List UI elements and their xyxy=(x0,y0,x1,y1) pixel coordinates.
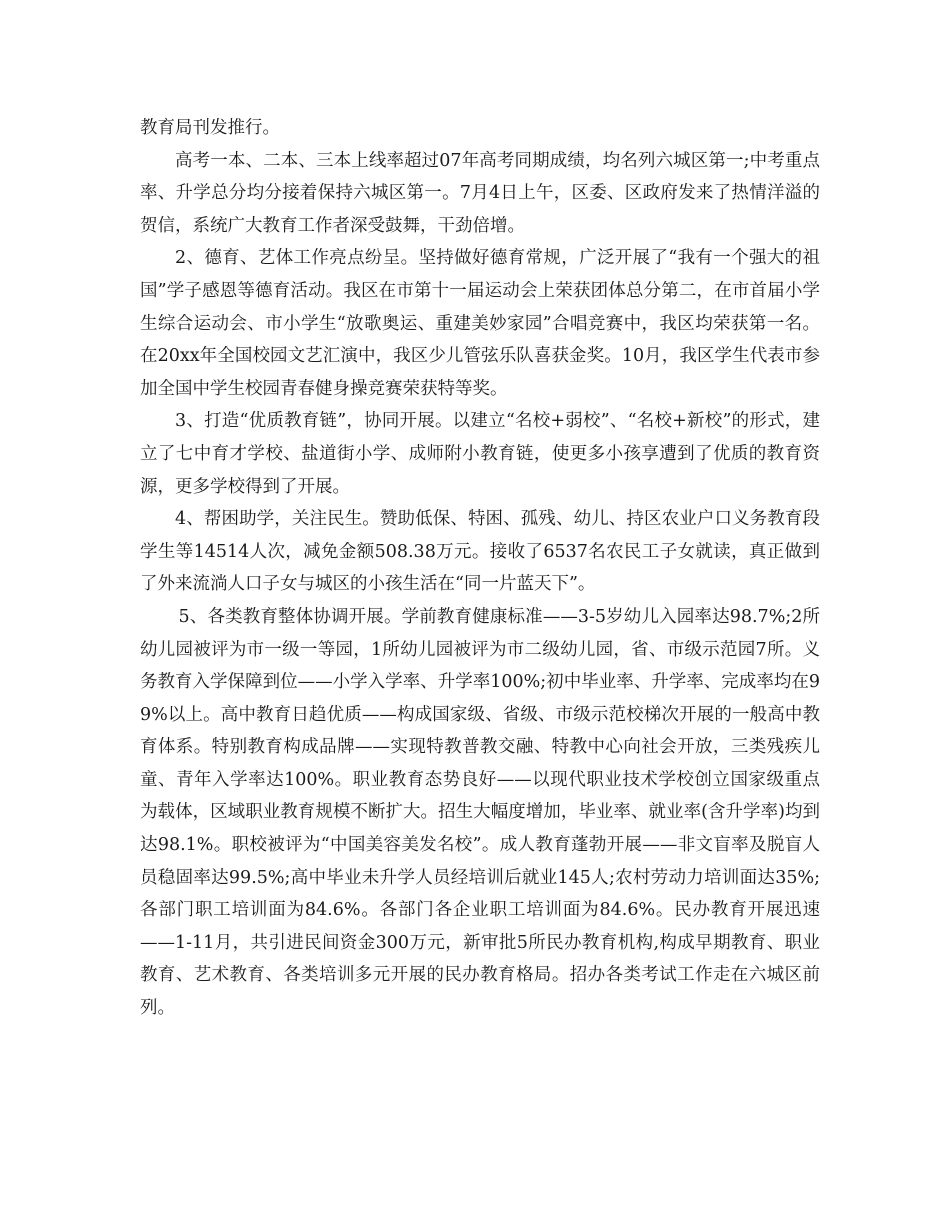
paragraph-continuation: 教育局刊发推行。 xyxy=(140,118,280,138)
paragraph-quality-chain: 3、打造“优质教育链”，协同开展。以建立“名校+弱校”、“名校+新校”的形式，建立了七中育才学校、盐道街小学、成师附小教育链，使更多小孩享遭到了优质的教育资源，更多学校得到了开展。 xyxy=(140,411,820,497)
paragraph-student-aid: 4、帮困助学，关注民生。赞助低保、特困、孤残、幼儿、持区农业户口义务教育段学生等14514人次，减免金额508.38万元。接收了6537名农民工子女就读，真正做到了外来流淌人口子女与城区的小孩生活在“同一片蓝天下”。 xyxy=(140,509,820,595)
paragraph-coordinated-development: 5、各类教育整体协调开展。学前教育健康标准——3-5岁幼儿入园率达98.7%;2所幼儿园被评为市一级一等园，1所幼儿园被评为市二级幼儿园，省、市级示范园7所。义务教育入学保障到位——小学入学率、升学率100%;初中毕业率、升学率、完成率均在99%以上。高中教育日趋优质——构成国家级、省级、市级示范校梯次开展的一般高中教育体系。特别教育构成品牌——实现特教普教交融、特教中心向社会开放，三类残疾儿童、青年入学率达100%。职业教育态势良好——以现代职业技术学校创立国家级重点为载体，区域职业教育规模不断扩大。招生大幅度增加，毕业率、就业率(含升学率)均到达98.1%。职校被评为“中国美容美发名校”。成人教育蓬勃开展——非文盲率及脱盲人员稳固率达99.5%;高中毕业未升学人员经培训后就业145人;农村劳动力培训面达35%;各部门职工培训面为84.6%。各部门各企业职工培训面为84.6%。民办教育开展迅速——1-11月，共引进民间资金300万元，新审批5所民办教育机构,构成早期教育、职业教育、艺术教育、各类培训多元开展的民办教育格局。招办各类考试工作走在六城区前列。 xyxy=(140,606,820,1019)
document-page xyxy=(140,112,820,1025)
paragraph-moral-arts: 2、德育、艺体工作亮点纷呈。坚持做好德育常规，广泛开展了“我有一个强大的祖国”学子感恩等德育活动。我区在市第十一届运动会上荣获团体总分第二，在市首届小学生综合运动会、市小学生“放歌奥运、重建美妙家园”合唱竞赛中，我区均荣获第一名。在20xx年全国校园文艺汇演中，我区少儿管弦乐队喜获金奖。10月，我区学生代表市参加全国中学生校园青春健身操竞赛荣获特等奖。 xyxy=(140,248,820,399)
paragraph-exam-results: 高考一本、二本、三本上线率超过07年高考同期成绩，均名列六城区第一;中考重点率、升学总分均分接着保持六城区第一。7月4日上午，区委、区政府发来了热情洋溢的贺信，系统广大教育工作者深受鼓舞，干劲倍增。 xyxy=(140,150,820,236)
